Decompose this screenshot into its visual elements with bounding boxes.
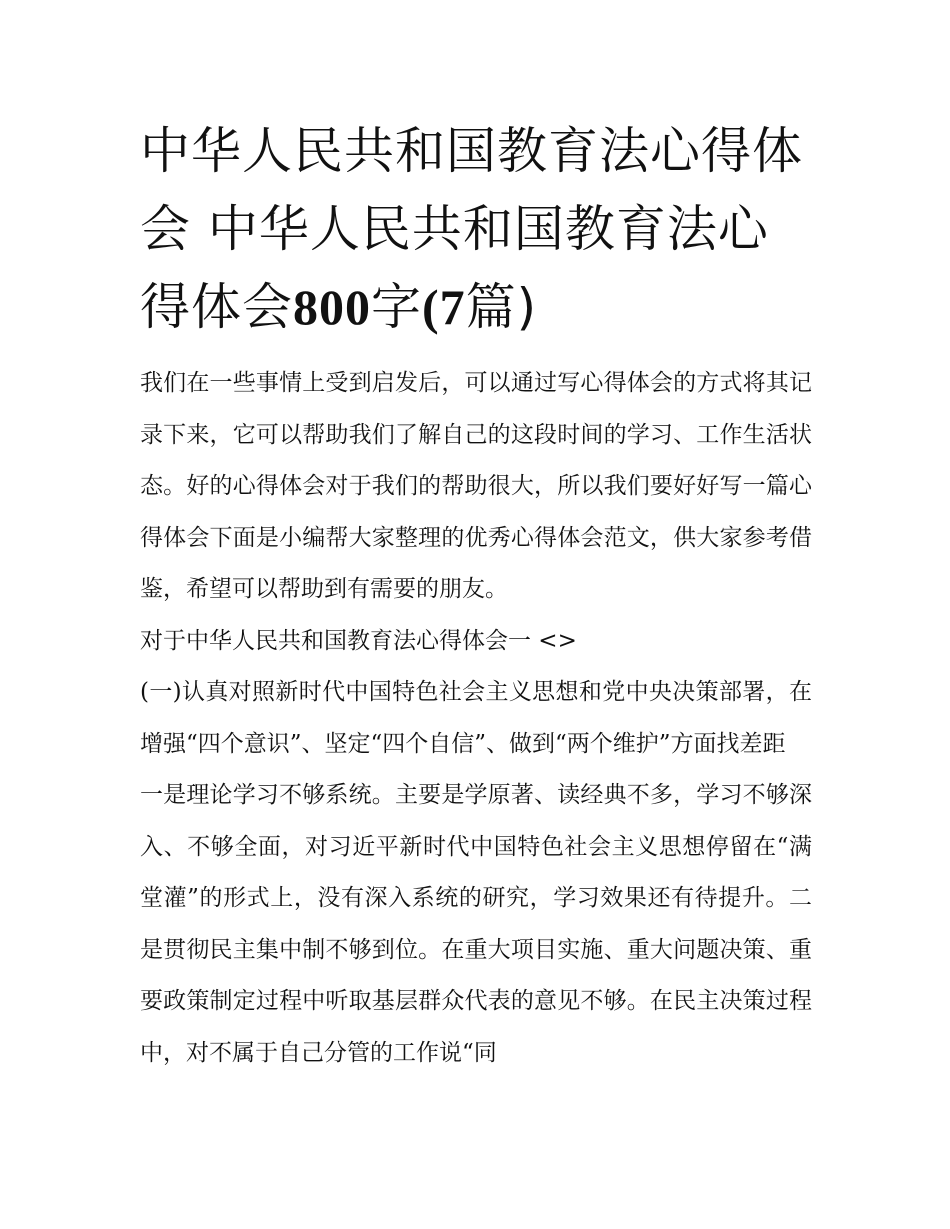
title-text-main: 中华人民共和国教育法心得体会 中华人民共和国教育法心得体会 [140,122,803,336]
title-number: 800 [293,279,371,335]
title-count: (7 [422,279,466,335]
body-paragraph: 一是理论学习不够系统。主要是学原著、读经典不多，学习不够深入、不够全面，对习近平新时代中国特色社会主义思想停留在“满堂灌”的形式上，没有深入系统的研究，学习效果还有待提升。二是贯彻民主集中制不够到位。在重大项目实施、重大问题决策、重要政策制定过程中听取基层群众代表的意见不够。在民主决策过程中，对不属于自己分管的工作说“同 [140,782,812,1066]
title-text-end: 篇) [465,278,538,336]
subsection-heading: (一)认真对照新时代中国特色社会主义思想和党中央决策部署，在增强“四个意识”、坚定“四个自信”、做到“两个维护”方面找差距 [140,679,812,757]
document-title [140,112,812,346]
document-body [140,358,812,1079]
document-page [140,112,812,1079]
section-heading: 对于中华人民共和国教育法心得体会一 <> [140,627,577,654]
title-text-char: 字 [371,278,422,336]
intro-paragraph: 我们在一些事情上受到启发后，可以通过写心得体会的方式将其记录下来，它可以帮助我们了解自己的这段时间的学习、工作生活状态。好的心得体会对于我们的帮助很大，所以我们要好好写一篇心得体会下面是小编帮大家整理的优秀心得体会范文，供大家参考借鉴，希望可以帮助到有需要的朋友。 [140,370,812,602]
